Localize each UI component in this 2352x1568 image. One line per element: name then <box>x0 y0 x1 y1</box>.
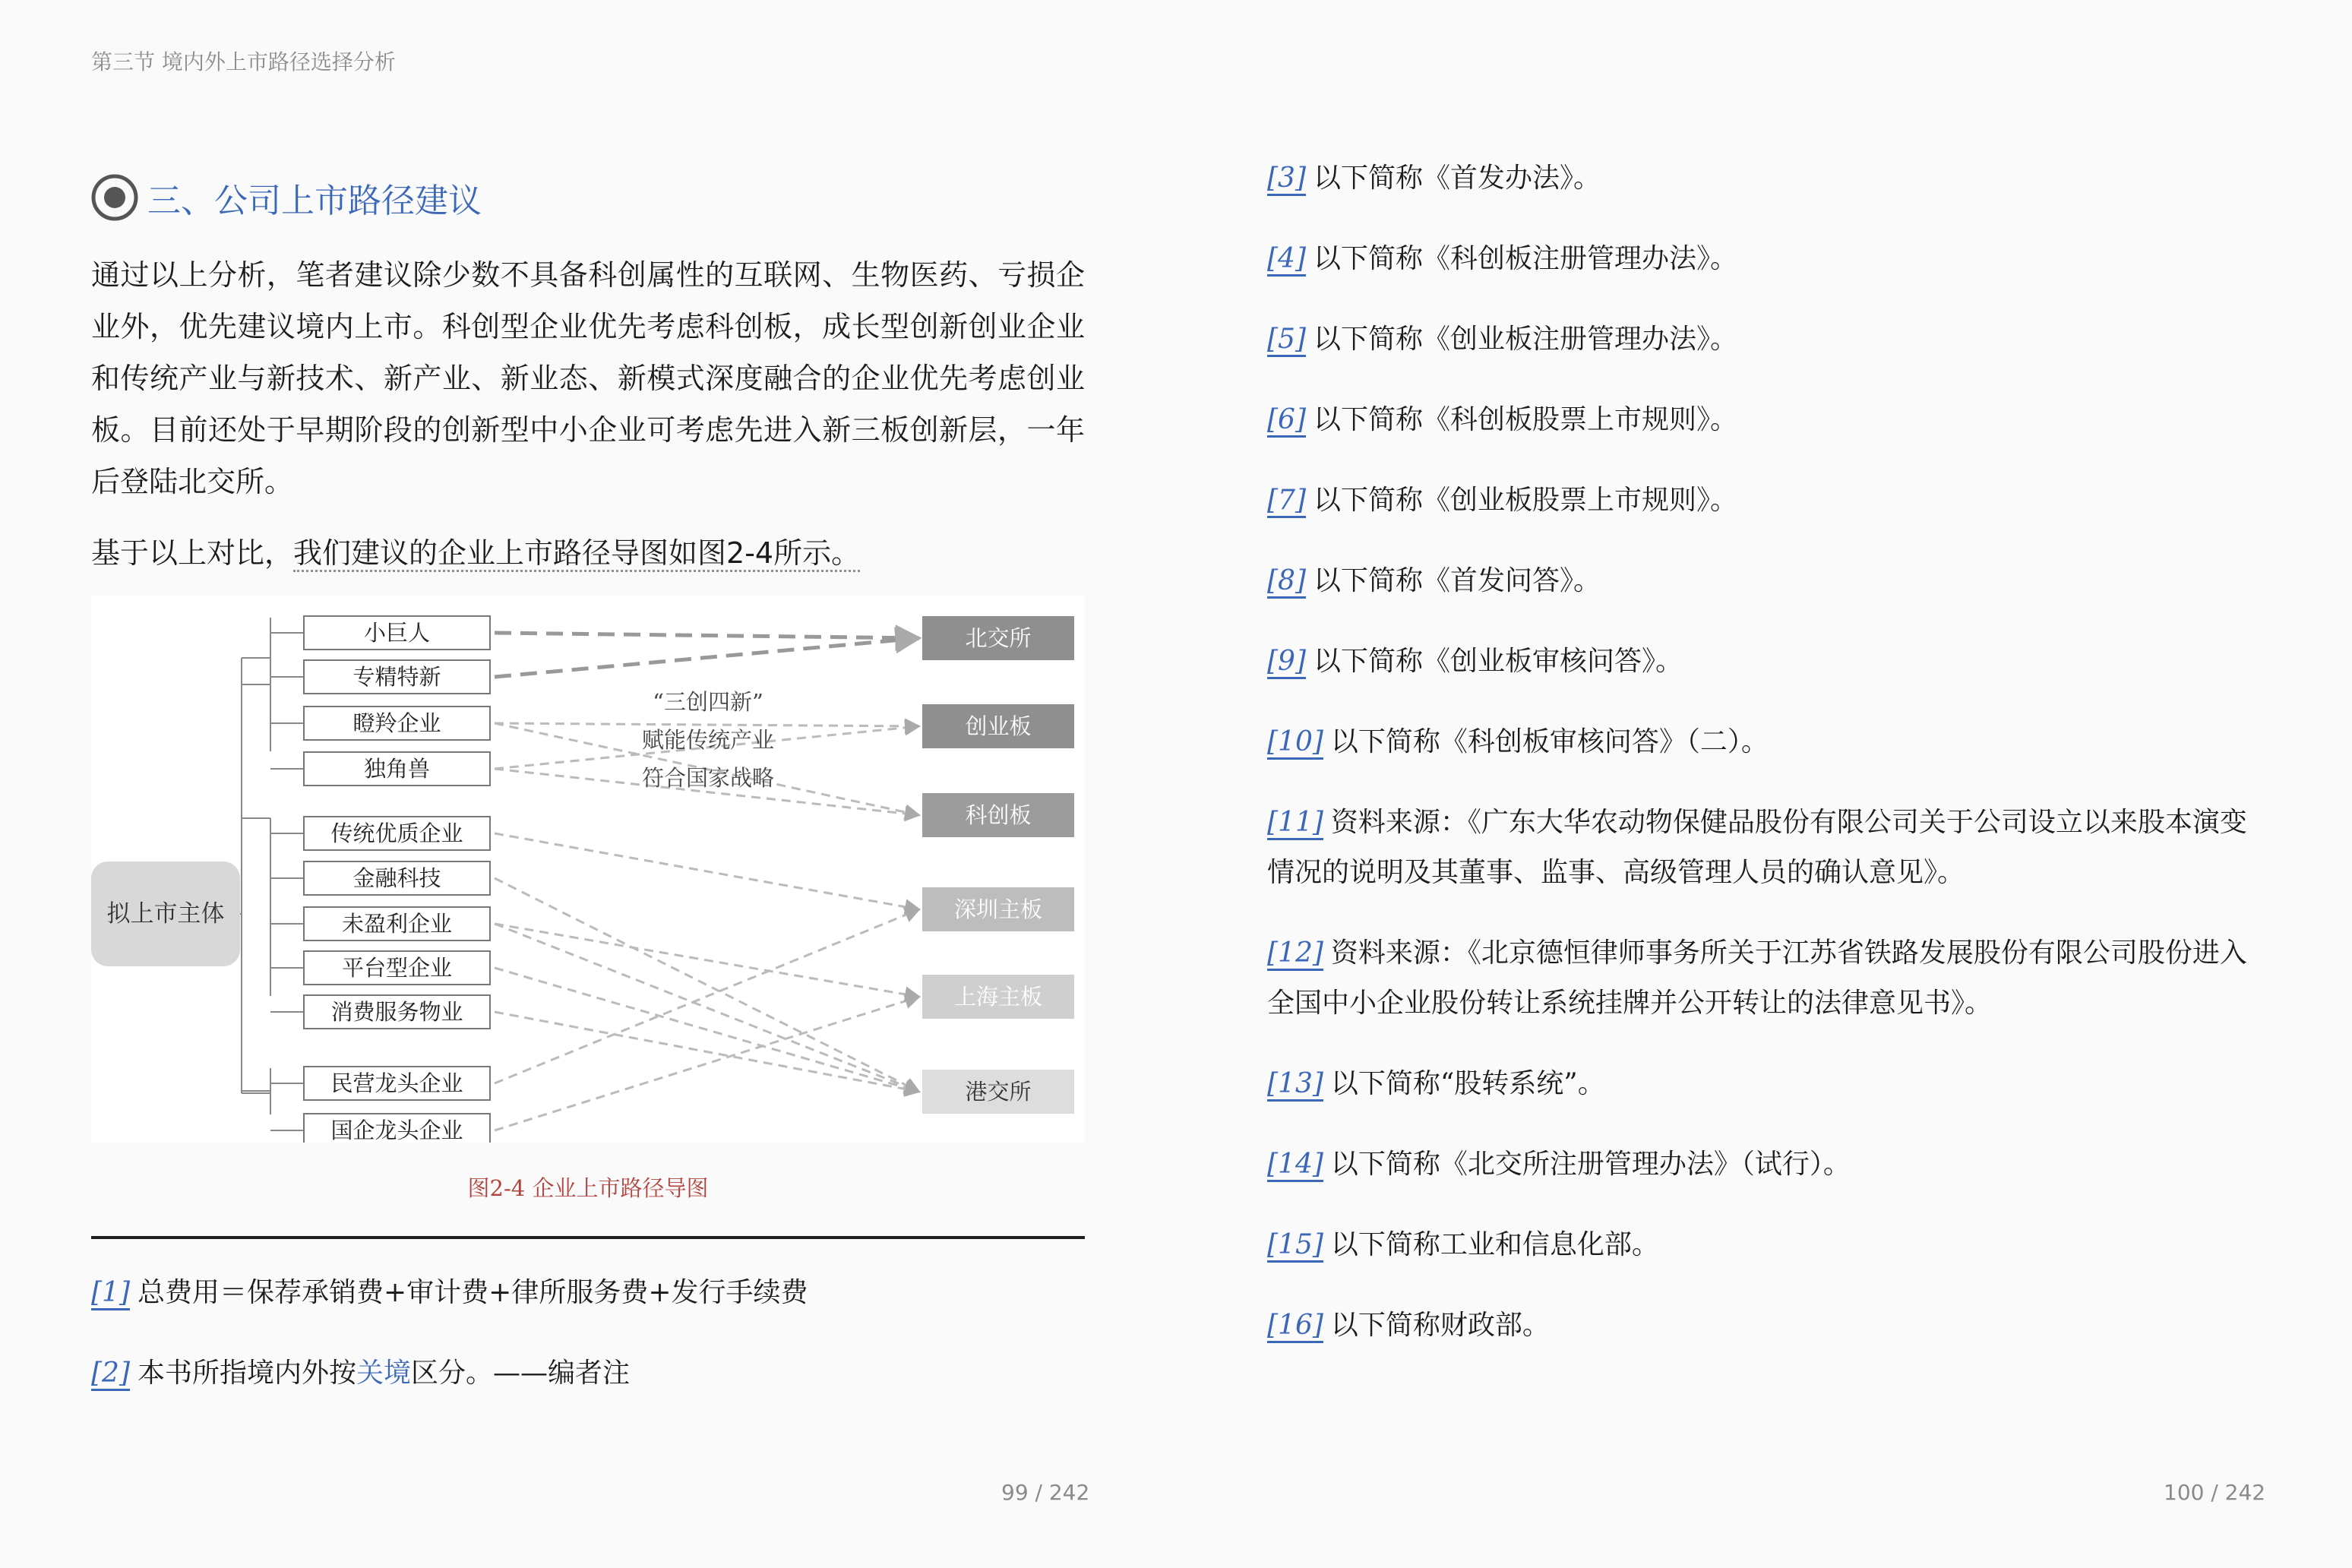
footnote-4 <box>1267 234 2261 284</box>
footnote-3 <box>1267 153 2261 204</box>
source-node-label: 独角兽 <box>363 756 431 782</box>
source-node-label: 传统优质企业 <box>330 820 463 846</box>
path-arrow <box>495 723 919 726</box>
root-node-label: 拟上市主体 <box>106 900 225 928</box>
diagram-annotation: “三创四新” <box>653 689 763 715</box>
footnotes-right <box>1267 153 2261 1351</box>
footnote-7 <box>1267 476 2261 526</box>
page-number-right: 100 / 242 <box>2164 1480 2266 1505</box>
path-arrow <box>495 1012 919 1092</box>
running-head: 第三节 境内外上市路径选择分析 <box>91 49 396 74</box>
footnote-2 <box>91 1348 1085 1399</box>
footnote-ref-10[interactable]: [10] <box>1267 726 1323 760</box>
source-node-label: 瞪羚企业 <box>352 710 441 736</box>
footnote-text: 以下简称《科创板注册管理办法》。 <box>1314 243 1738 274</box>
footnote-text: 区分。——编者注 <box>411 1358 631 1389</box>
footnote-separator <box>91 1236 1085 1239</box>
footnote-text: 以下简称工业和信息化部。 <box>1330 1229 1659 1260</box>
source-node-label: 专精特新 <box>352 664 441 690</box>
footnote-1 <box>91 1268 1085 1318</box>
body-paragraph: 通过以上分析，笔者建议除少数不具备科创属性的互联网、生物医药、亏损企业外，优先建议境内上市。科创型企业优先考虑科创板，成长型创新创业企业和传统产业与新技术、新产业、新业态、新模式深度融合的企业优先考虑创业板。目前还处于早期阶段的创新型中小企业可考虑先进入新三板创新层，一年后登陆北交所。 <box>91 258 1085 498</box>
figure-caption: 图2-4 企业上市路径导图 <box>467 1175 709 1201</box>
target-node-label: 上海主板 <box>953 984 1043 1010</box>
footnote-ref-3[interactable]: [3] <box>1267 163 1306 196</box>
footnote-ref-16[interactable]: [16] <box>1267 1310 1323 1343</box>
figure-intro <box>91 527 1085 579</box>
footnote-ref-11[interactable]: [11] <box>1267 807 1323 840</box>
path-arrow <box>495 924 919 1092</box>
listing-path-diagram <box>91 596 1085 1143</box>
section-heading <box>91 167 1085 228</box>
source-node-label: 未盈利企业 <box>341 911 453 937</box>
footnote-text: 以下简称《首发办法》。 <box>1314 163 1601 194</box>
footnote-13 <box>1267 1059 2261 1109</box>
footnote-ref-9[interactable]: [9] <box>1267 646 1306 679</box>
footnote-5 <box>1267 315 2261 365</box>
target-node-label: 科创板 <box>965 802 1032 828</box>
footnote-text: 本书所指境内外按 <box>138 1358 357 1389</box>
footnote-text: 以下简称《北交所注册管理办法》（试行）。 <box>1330 1149 1851 1180</box>
footnote-text: 以下简称财政部。 <box>1330 1310 1550 1341</box>
source-node-label: 小巨人 <box>363 620 431 646</box>
target-node-label: 深圳主板 <box>953 896 1043 922</box>
footnote-ref-14[interactable]: [14] <box>1267 1149 1323 1182</box>
footnote-9 <box>1267 637 2261 687</box>
footnote-text: 资料来源：《广东大华农动物保健品股份有限公司关于公司设立以来股本演变情况的说明及其董事、监事、高级管理人员的确认意见》。 <box>1267 807 2247 888</box>
source-node-label: 金融科技 <box>352 865 441 891</box>
diagram-annotation: 赋能传统产业 <box>641 727 775 753</box>
footnote-ref-5[interactable]: [5] <box>1267 324 1306 357</box>
footnote-text: 以下简称《科创板股票上市规则》。 <box>1314 404 1738 435</box>
footnote-text: 以下简称《创业板审核问答》。 <box>1314 646 1683 677</box>
footnote-10 <box>1267 717 2261 767</box>
footnote-ref-4[interactable]: [4] <box>1267 243 1306 277</box>
footnotes-left <box>91 1268 1085 1399</box>
source-node-label: 消费服务物业 <box>330 999 463 1025</box>
glossary-link[interactable]: 关境 <box>356 1358 412 1389</box>
footnote-15 <box>1267 1220 2261 1270</box>
footnote-ref-2[interactable]: [2] <box>91 1358 130 1391</box>
footnote-ref-15[interactable]: [15] <box>1267 1229 1323 1263</box>
footnote-ref-13[interactable]: [13] <box>1267 1068 1323 1102</box>
footnote-14 <box>1267 1140 2261 1190</box>
path-arrow <box>495 633 919 638</box>
footnote-ref-7[interactable]: [7] <box>1267 485 1306 518</box>
page-number-left: 99 / 242 <box>1001 1480 1090 1505</box>
target-node-label: 北交所 <box>965 625 1032 651</box>
radio-bullet-icon <box>91 174 138 221</box>
footnote-ref-1[interactable]: [1] <box>91 1277 130 1310</box>
footnote-text: 以下简称《科创板审核问答》（二）。 <box>1330 726 1769 757</box>
figure-intro-prefix: 基于以上对比， <box>91 536 294 570</box>
footnote-ref-6[interactable]: [6] <box>1267 404 1306 438</box>
right-page <box>1267 163 2261 1351</box>
footnote-ref-12[interactable]: [12] <box>1267 937 1323 971</box>
diagram-annotation: 符合国家战略 <box>641 765 775 791</box>
path-arrow <box>495 997 919 1130</box>
source-node-label: 民营龙头企业 <box>330 1070 463 1096</box>
path-arrow <box>495 833 919 909</box>
footnote-text: 以下简称《创业板股票上市规则》。 <box>1314 485 1738 516</box>
figure-reference-link[interactable]: 我们建议的企业上市路径导图如图2-4所示。 <box>293 536 860 572</box>
diagram-canvas <box>91 596 1085 1143</box>
footnote-text: 以下简称《创业板注册管理办法》。 <box>1314 324 1738 355</box>
footnote-text: 总费用＝保荐承销费+审计费+律所服务费+发行手续费 <box>138 1277 808 1308</box>
section-title: 三、公司上市路径建议 <box>147 182 482 220</box>
footnote-8 <box>1267 556 2261 606</box>
footnote-16 <box>1267 1301 2261 1351</box>
target-node-label: 创业板 <box>965 713 1032 739</box>
footnote-6 <box>1267 395 2261 445</box>
footnote-12 <box>1267 928 2261 1029</box>
source-node-label: 平台型企业 <box>341 955 453 981</box>
path-arrow <box>495 638 919 677</box>
footnote-11 <box>1267 798 2261 898</box>
left-page <box>91 167 1085 1399</box>
target-node-label: 港交所 <box>965 1079 1032 1105</box>
source-node-label: 国企龙头企业 <box>330 1118 463 1143</box>
footnote-text: 资料来源：《北京德恒律师事务所关于江苏省铁路发展股份有限公司股份进入全国中小企业股份转让系统挂牌并公开转让的法律意见书》。 <box>1267 937 2247 1019</box>
footnote-text: 以下简称“股转系统”。 <box>1330 1068 1605 1099</box>
footnote-text: 以下简称《首发问答》。 <box>1314 565 1601 596</box>
footnote-ref-8[interactable]: [8] <box>1267 565 1306 599</box>
